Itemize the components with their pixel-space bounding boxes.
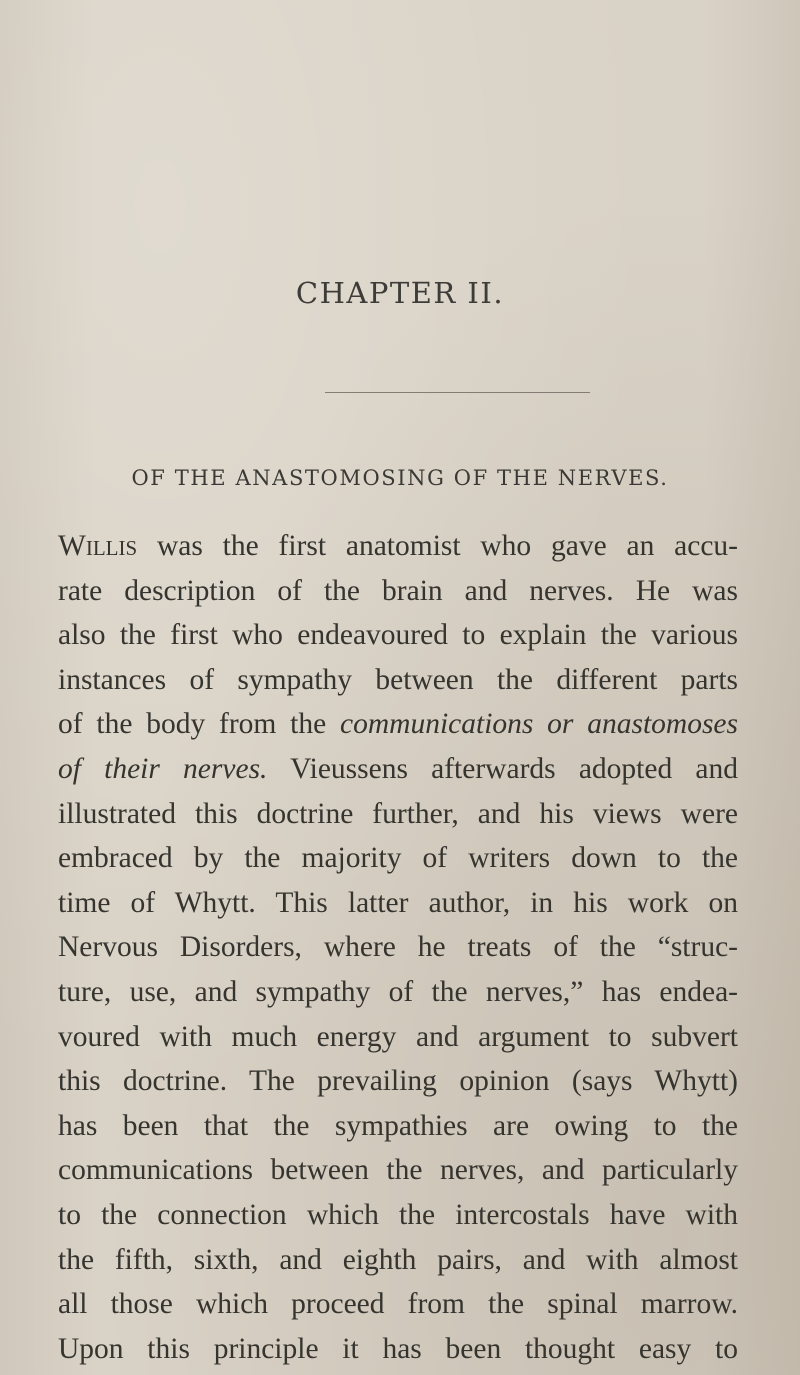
text-line: illustrated this doctrine further, and his views were xyxy=(58,797,738,830)
text-line: of the body from the communications or anastomoses xyxy=(58,708,738,741)
text-line: voured with much energy and argument to subvert xyxy=(58,1020,738,1053)
italic-emphasis: communications or anastomoses xyxy=(340,708,738,741)
heading-divider xyxy=(325,392,590,393)
text-line: Willis was the first anatomist who gave an accu- xyxy=(58,530,738,562)
text-line: time of Whytt. This latter author, in his work on xyxy=(58,886,738,919)
text-line: communications between the nerves, and particularly xyxy=(58,1154,738,1187)
text-line: all those which proceed from the spinal marrow. xyxy=(58,1288,738,1321)
text-line: the fifth, sixth, and eighth pairs, and with almost xyxy=(58,1243,738,1276)
body-paragraph xyxy=(58,524,738,1371)
text-line: Upon this principle it has been thought easy to xyxy=(58,1332,738,1365)
text-line: also the first who endeavoured to explain the various xyxy=(58,619,738,652)
text-line: to the connection which the intercostals have with xyxy=(58,1198,738,1231)
text-line: rate description of the brain and nerves. He was xyxy=(58,574,738,607)
text-line: of their nerves. Vieussens afterwards adopted and xyxy=(58,752,738,785)
text-line: embraced by the majority of writers down to the xyxy=(58,842,738,875)
author-name-willis: Willis xyxy=(58,530,138,562)
chapter-heading: CHAPTER II. xyxy=(295,276,505,310)
text-line: instances of sympathy between the different parts xyxy=(58,663,738,696)
text-line: Nervous Disorders, where he treats of the “struc- xyxy=(58,931,738,964)
text-line: ture, use, and sympathy of the nerves,” has endea- xyxy=(58,975,738,1008)
italic-emphasis: of their nerves. xyxy=(58,752,268,785)
text-line: has been that the sympathies are owing to the xyxy=(58,1109,738,1142)
section-title: OF THE ANASTOMOSING OF THE NERVES. xyxy=(131,466,669,490)
text-line: this doctrine. The prevailing opinion (says Whytt) xyxy=(58,1065,738,1098)
